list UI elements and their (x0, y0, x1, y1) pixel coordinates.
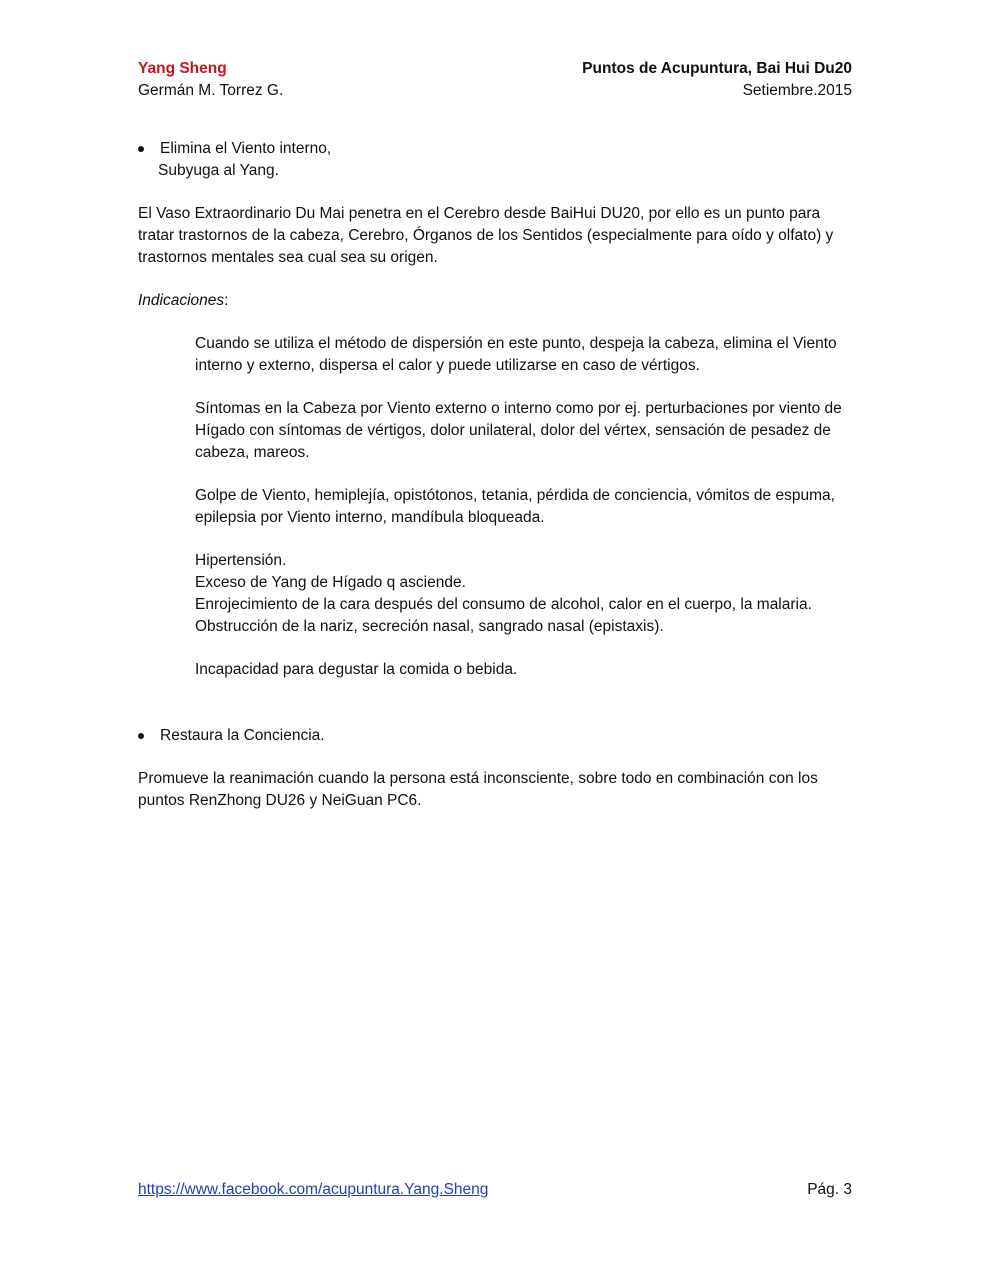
bullet-item (138, 725, 854, 747)
document-date: Setiembre.2015 (742, 82, 852, 99)
indication-line: Incapacidad para degustar la comida o bebida. (195, 661, 518, 678)
page-content (138, 138, 854, 812)
bullet-item (138, 138, 854, 160)
bullet-icon (138, 146, 144, 152)
intro-paragraph: El Vaso Extraordinario Du Mai penetra en el Cerebro desde BaiHui DU20, por ello es un punto para tratar trastornos de la cabeza, Cerebro, Órganos de los Sentidos (especialmente para oído y olfato) y trastornos mentales sea cual sea su origen. (138, 205, 834, 266)
indication-line: Enrojecimiento de la cara después del consumo de alcohol, calor en el cuerpo, la malaria. (195, 596, 812, 613)
indication-line: Exceso de Yang de Hígado q asciende. (195, 574, 466, 591)
indication-paragraph: Cuando se utiliza el método de dispersión en este punto, despeja la cabeza, elimina el Viento interno y externo, dispersa el calor y puede utilizarse en caso de vértigos. (195, 335, 837, 374)
indication-paragraph: Golpe de Viento, hemiplejía, opistótonos, tetania, pérdida de conciencia, vómitos de espuma, epilepsia por Viento interno, mandíbula bloqueada. (195, 487, 835, 526)
brand-name: Yang Sheng (138, 60, 227, 77)
indications-block (138, 333, 854, 681)
reanimation-paragraph: Promueve la reanimación cuando la persona está inconsciente, sobre todo en combinación con los puntos RenZhong DU26 y NeiGuan PC6. (138, 770, 818, 809)
indication-line: Hipertensión. (195, 552, 287, 569)
indications-heading: Indicaciones: (138, 292, 229, 309)
page-header (138, 58, 852, 102)
indication-paragraph: Síntomas en la Cabeza por Viento externo o interno como por ej. perturbaciones por viento de Hígado con síntomas de vértigos, dolor unilateral, dolor del vértex, sensación de pesadez de cabeza, mareos. (195, 400, 842, 461)
bullet-text: Elimina el Viento interno, (160, 140, 332, 157)
bullet-subtext: Subyuga al Yang. (158, 162, 279, 179)
bullet-icon (138, 733, 144, 739)
page-footer (138, 1179, 852, 1201)
bullet-text: Restaura la Conciencia. (160, 727, 325, 744)
author-name: Germán M. Torrez G. (138, 82, 284, 99)
indication-line: Obstrucción de la nariz, secreción nasal, sangrado nasal (epistaxis). (195, 618, 664, 635)
page-number: Pág. 3 (807, 1181, 852, 1198)
document-title: Puntos de Acupuntura, Bai Hui Du20 (582, 60, 852, 77)
indications-label: Indicaciones (138, 292, 225, 309)
facebook-link[interactable]: https://www.facebook.com/acupuntura.Yang.Sheng (138, 1181, 489, 1198)
